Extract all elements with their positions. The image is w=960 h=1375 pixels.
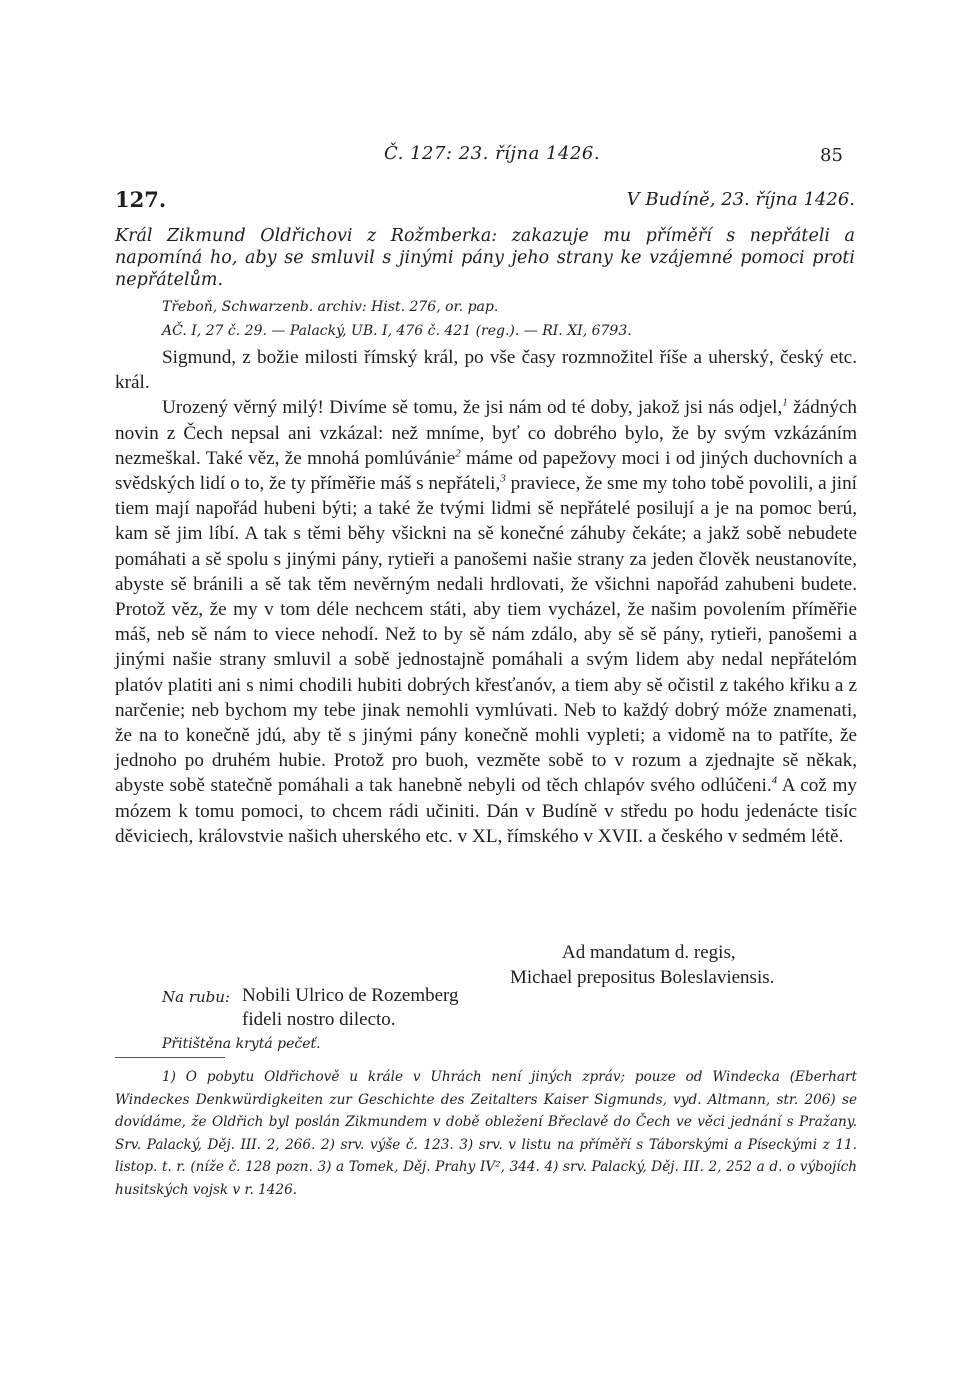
footnote-ref: 4: [771, 775, 778, 788]
running-title: Č. 127: 23. října 1426.: [384, 143, 601, 164]
regest: Král Zikmund Oldřichovi z Rožmberka: zakazuje mu příměří s nepřáteli a napomíná ho, aby se smluvil s jinými pány jeho strany ke vzájemné pomoci proti nepřátelům.: [115, 226, 855, 290]
letter-salutation: Sigmund, z božie milosti římský král, po vše časy rozmnožitel říše a uherský, český etc. král.: [115, 347, 857, 394]
letter-body: [115, 345, 857, 849]
source-archive: Třeboň, Schwarzenb. archiv: Hist. 276, or. pap.: [162, 299, 499, 315]
verso-address: [162, 984, 522, 1034]
verso-address-line: fideli nostro dilecto.: [242, 1009, 396, 1030]
letter-text-part: Urozený věrný milý! Divíme sě tomu, že jsi nám od té doby, jakož jsi nás odjel,: [162, 397, 783, 419]
letter-text-part: žádných novin z Čech nepsal ani vzkázal: než mníme, byť co dobrého bylo, že by svým vzkázáním nezmeškal. Také věz, že mnohá pomlúvánie: [115, 397, 857, 469]
letter-text-part: máme od papežovy moci i od jiných duchovních a svědských lidí o to, že ty příměřie máš s nepřáteli,: [115, 447, 857, 495]
footnote-ref: 2: [455, 447, 461, 460]
verso-address-text: [242, 984, 459, 1032]
verso-label: Na rubu:: [162, 988, 230, 1006]
footnotes: [115, 1066, 857, 1201]
seal-note: Přitištěna krytá pečeť.: [162, 1036, 321, 1052]
verso-address-line: Nobili Ulrico de Rozemberg: [242, 985, 459, 1006]
source-editions: AČ. I, 27 č. 29. — Palacký, UB. I, 476 č. 421 (reg.). — RI. XI, 6793.: [162, 323, 632, 339]
document-number: 127.: [115, 187, 167, 212]
letter-text-part: A což my mózem k tomu pomoci, to chcem rádi učiniti. Dán v Budíně v středu po hodu jedenácte tisíc děviciech, královstvie našich uherského etc. v XL, římského v XVII. a českého v sedmém létě.: [115, 775, 857, 847]
letter-text-part: praviece, že sme my toho tobě povolili, a jiní tiem mají napořád hubeni býti; a také že tvými lidmi sě nepřátelé posilují a je na pomoc berú, kam sě jim líbí. A tak s těmi běhy všickni na sě konečné záhuby čekáte; a jakž sobě nebudete pomáhati a sě spolu s jinými pány, rytieři a panošemi našie strany za jeden člověk neustanovíte, abyste sě bránili a sě tak těm nevěrným nedali hrdlovati, že všichni napořád zahubeni budete. Protož věz, že my v tom déle nechcem státi, aby tiem vycházel, že našim povolením příměřie máš, neb sě nám to viece nehodí. Než to by sě nám zdálo, aby sě sě pány, rytieři, panošemi a jinými našie strany smluvil a sobě jednostajně pomáhali a svým lidem aby nedal nepřátelóm platóv platiti ani s nimi chodili hubiti dobrých křesťanóv, a tiem aby sě očistil z takého křiku a z narčenie; neb bychom my tebe jinak nemohli vymlúvati. Neb to každý dobrý móže znamenati, že na to konečně jdú, aby tě s jinými pány konečně mohli vypleti; a vidomě na to patříte, že jednoho po druhém hubie. Protož pro buoh, vezměte sobě to v rozum a zjednajte sě někak, abyste sobě statečně pomáhali a tak hanebně nebyli od těch chlapóv svého odlúčeni.: [115, 473, 857, 797]
footnote-divider: [115, 1057, 225, 1058]
document-place-date: V Budíně, 23. října 1426.: [626, 189, 855, 210]
footnote-text: 1) O pobytu Oldřichově u krále v Uhrách není jiných zpráv; pouze od Windecka (Eberhart Windeckes Denkwürdigkeiten zur Geschichte des Zeitalters Kaiser Sigmunds, vyd. Altmann, str. 206) se dovídáme, že Oldřich byl poslán Zikmundem v době obležení Břeclavě do Čech ve věci jednání s Pražany. Srv. Palacký, Děj. III. 2, 266. 2) srv. výše č. 123. 3) srv. v listu na příměří s Táborskými a Píseckými z 11. listop. t. r. (níže č. 128 pozn. 3) a Tomek, Děj. Prahy IV², 344. 4) srv. Palacký, Děj. III. 2, 252 a d. o výbojích husitských vojsk v r. 1426.: [115, 1069, 857, 1198]
page-number: 85: [820, 145, 843, 166]
footnote-ref: 3: [500, 472, 506, 485]
letter-text: [115, 395, 857, 849]
signature-line: Ad mandatum d. regis,: [562, 942, 736, 963]
signature-line: Michael prepositus Boleslaviensis.: [510, 967, 775, 988]
document-heading: [115, 187, 855, 213]
signature-block: [510, 940, 870, 990]
running-head: [0, 143, 960, 167]
footnote-ref: 1: [782, 397, 788, 410]
